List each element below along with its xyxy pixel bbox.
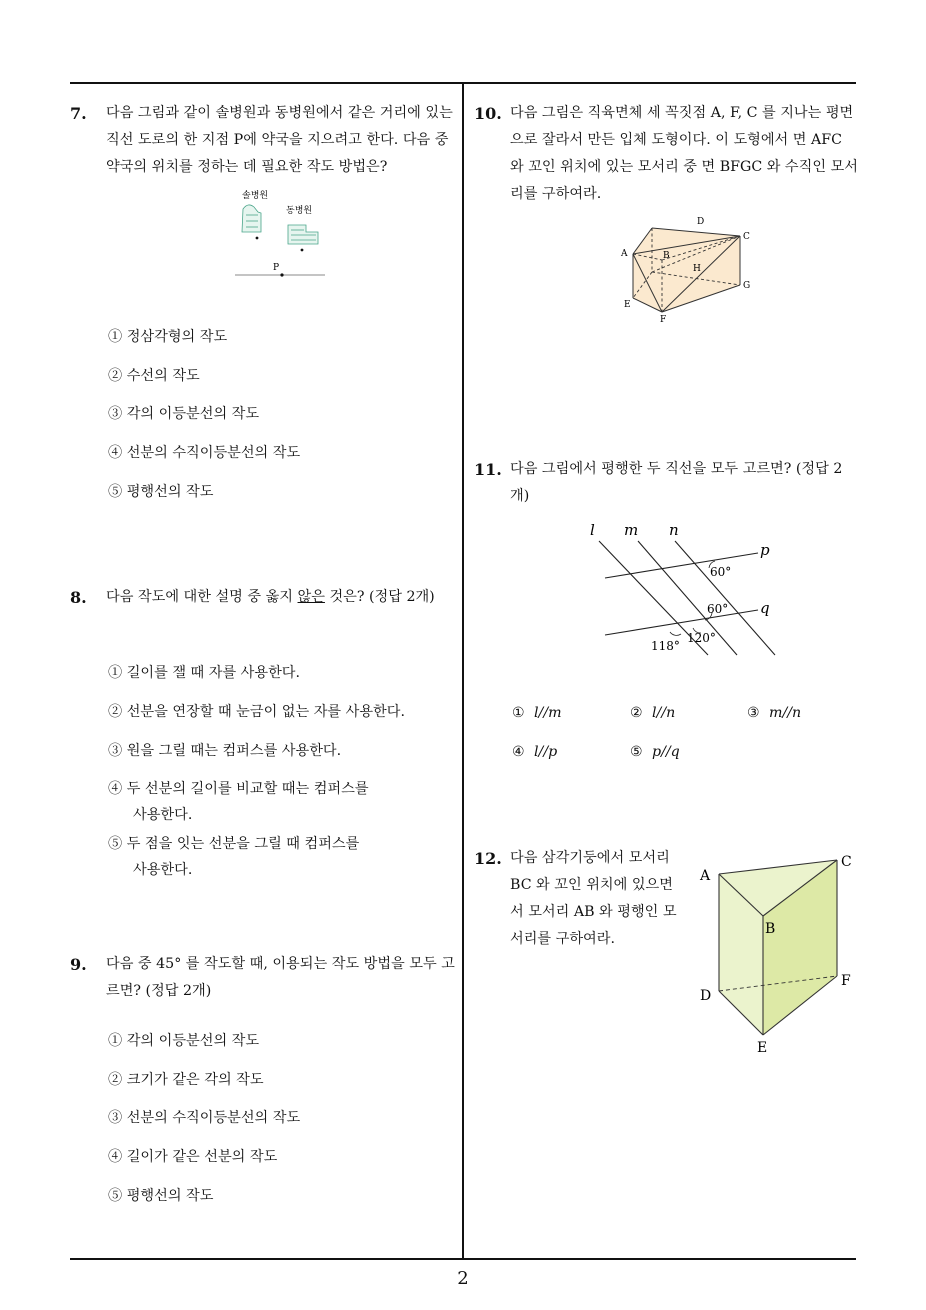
angle-label-120: 120°: [687, 631, 716, 645]
option[interactable]: ③ 각의 이등분선의 작도: [108, 406, 260, 422]
solid-fill: [633, 228, 740, 312]
q11-figure: [585, 515, 785, 665]
bottom-rule: [70, 1258, 856, 1260]
question-text: 다음 중 45° 를 작도할 때, 이용되는 작도 방법을 모두 고르면? (정답 2개): [106, 956, 455, 999]
option-continuation: 사용한다.: [133, 862, 193, 878]
vertex-label-c: C: [743, 232, 750, 242]
sol-hospital-icon: [242, 205, 261, 232]
dong-point: [301, 249, 304, 252]
vertex-label-a: A: [621, 249, 628, 259]
underlined-word: 않은: [297, 589, 325, 605]
question-11: [474, 456, 860, 510]
q7-figure: [230, 185, 330, 280]
option[interactable]: ① l//m: [512, 705, 562, 721]
option[interactable]: ⑤ 평행선의 작도: [108, 1188, 214, 1204]
line-label-m: m: [624, 521, 639, 539]
question-number: 10.: [474, 104, 502, 123]
line-label-l: l: [590, 521, 595, 539]
vertex-label-a: A: [700, 868, 711, 884]
option[interactable]: ② 선분을 연장할 때 눈금이 없는 자를 사용한다.: [108, 704, 405, 720]
option[interactable]: ④ 선분의 수직이등분선의 작도: [108, 445, 301, 461]
option[interactable]: ④ 길이가 같은 선분의 작도: [108, 1149, 278, 1165]
question-9: [70, 951, 458, 1005]
option[interactable]: ① 각의 이등분선의 작도: [108, 1033, 260, 1049]
vertex-label-f: F: [660, 315, 667, 324]
angle-label-118: 118°: [651, 639, 680, 653]
question-7: [70, 100, 458, 181]
option[interactable]: ⑤ 두 점을 잇는 선분을 그릴 때 컴퍼스를: [108, 836, 360, 852]
question-8: [70, 584, 458, 611]
question-number: 7.: [70, 104, 87, 123]
angle-label-60-bottom: 60°: [707, 602, 729, 616]
question-number: 9.: [70, 955, 87, 974]
label-dong-hospital: 동병원: [286, 206, 313, 216]
question-text: 다음 삼각기둥에서 모서리 BC 와 꼬인 위치에 있으면서 모서리 AB 와 평행인 모서리를 구하여라.: [510, 850, 677, 947]
question-text: 다음 그림은 직육면체 세 꼭짓점 A, F, C 를 지나는 평면으로 잘라서 만든 입체 도형이다. 이 도형에서 면 AFC 와 꼬인 위치에 있는 모서리 중 면 BFGC 와 수직인 모서리를 구하여라.: [510, 105, 858, 202]
vertex-label-b: B: [663, 251, 670, 261]
option-continuation: 사용한다.: [133, 807, 193, 823]
column-divider: [462, 83, 464, 1259]
label-p: P: [273, 263, 280, 273]
line-label-p: p: [760, 541, 770, 559]
option[interactable]: ④ 두 선분의 길이를 비교할 때는 컴퍼스를: [108, 781, 369, 797]
point-p: [280, 273, 283, 276]
vertex-label-g: G: [743, 281, 751, 291]
sol-point: [256, 237, 259, 240]
vertex-label-e: E: [757, 1040, 768, 1056]
label-sol-hospital: 솔병원: [242, 191, 269, 201]
vertex-label-f: F: [841, 973, 851, 989]
q10-figure: [615, 212, 755, 324]
option[interactable]: ⑤ 평행선의 작도: [108, 484, 214, 500]
q12-figure: [695, 848, 860, 1058]
option[interactable]: ③ 선분의 수직이등분선의 작도: [108, 1110, 301, 1126]
option[interactable]: ④ l//p: [512, 744, 558, 760]
dong-hospital-icon: [288, 225, 318, 244]
vertex-label-e: E: [624, 300, 631, 310]
question-text: 다음 그림에서 평행한 두 직선을 모두 고르면? (정답 2 개): [510, 461, 843, 504]
question-number: 11.: [474, 460, 502, 479]
vertex-label-c: C: [841, 854, 852, 870]
line-label-q: q: [760, 599, 770, 617]
page-number: 2: [457, 1268, 469, 1289]
question-text: 다음 작도에 대한 설명 중 옳지 않은 것은? (정답 2개): [106, 589, 435, 605]
question-10: [474, 100, 860, 208]
vertex-label-d: D: [700, 988, 712, 1004]
option[interactable]: ② 크기가 같은 각의 작도: [108, 1072, 264, 1088]
question-number: 12.: [474, 849, 502, 868]
vertex-label-b: B: [765, 921, 776, 937]
vertex-label-d: D: [697, 217, 705, 227]
angle-label-60-top: 60°: [710, 565, 732, 579]
option[interactable]: ① 정삼각형의 작도: [108, 329, 228, 345]
vertex-label-h: H: [693, 264, 701, 274]
question-12: [474, 845, 686, 953]
option[interactable]: ② 수선의 작도: [108, 368, 200, 384]
question-number: 8.: [70, 588, 87, 607]
question-text: 다음 그림과 같이 솔병원과 동병원에서 같은 거리에 있는 직선 도로의 한 지점 P에 약국을 지으려고 한다. 다음 중 약국의 위치를 정하는 데 필요한 작도 방법은?: [106, 105, 453, 175]
line-q: [605, 610, 758, 635]
line-p: [605, 553, 758, 578]
option[interactable]: ② l//n: [630, 705, 676, 721]
option[interactable]: ① 길이를 잴 때 자를 사용한다.: [108, 665, 301, 681]
option[interactable]: ③ 원을 그릴 때는 컴퍼스를 사용한다.: [108, 743, 342, 759]
option[interactable]: ⑤ p//q: [630, 744, 680, 760]
option[interactable]: ③ m//n: [747, 705, 802, 721]
line-label-n: n: [669, 521, 679, 539]
